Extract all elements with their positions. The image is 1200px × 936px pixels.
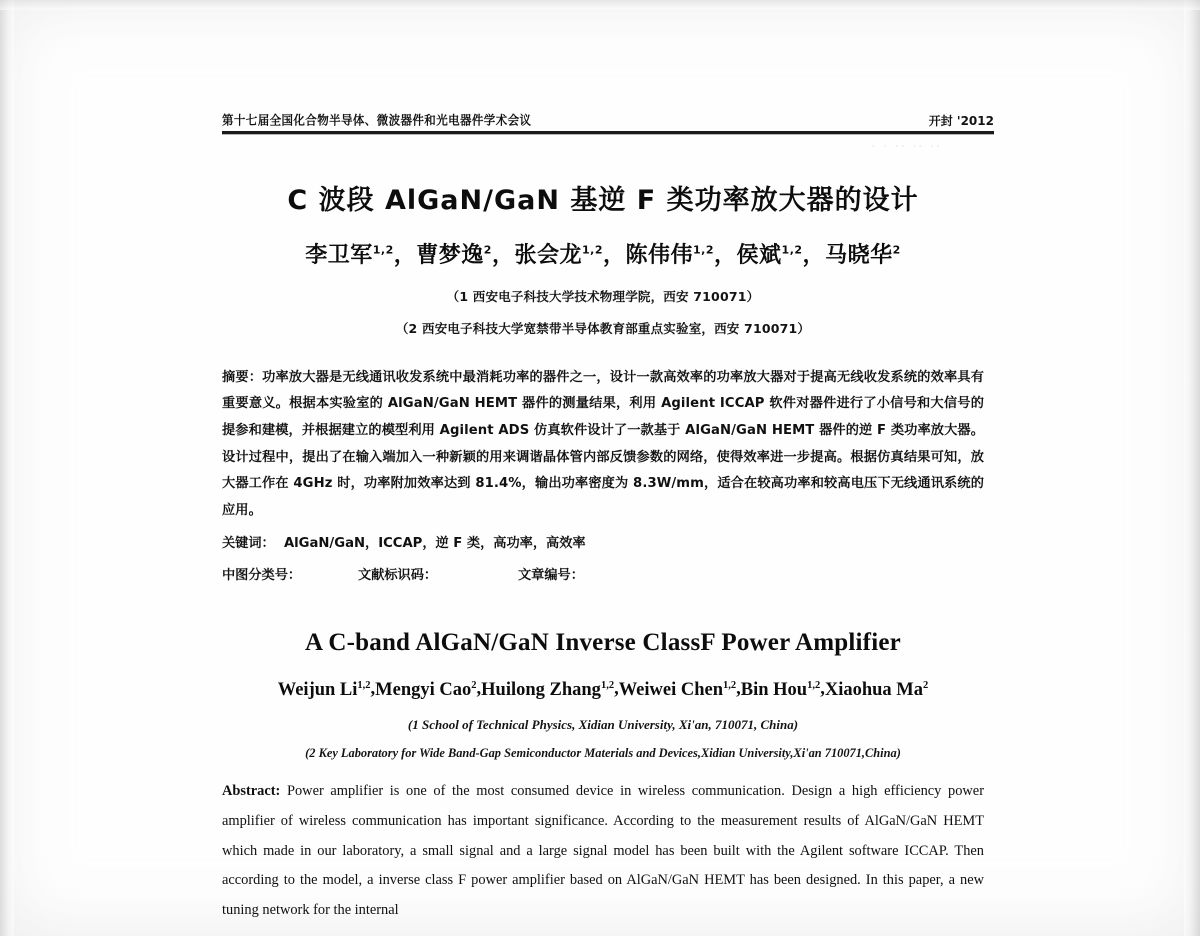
english-author-affil-marker: 2 <box>923 679 929 691</box>
chinese-author-name: 曹梦逸 <box>416 242 484 268</box>
english-author <box>825 680 928 700</box>
english-author-name: Mengyi Cao <box>375 679 472 700</box>
english-author-affil-marker: 2 <box>471 679 477 691</box>
english-author-list: Weijun Li$^{1,2}$,Mengyi Cao$^2$,Huilong Zhang$^{1,2}$,Weiwei Chen$^{1,2}$,Bin Hou$^{1,2}$,Xiaohua Ma$^2$ <box>277 679 929 700</box>
english-abstract-paragraph <box>222 777 984 927</box>
chinese-keywords-text: AlGaN/GaN，ICCAP，逆 F 类，高功率，高效率 <box>283 535 586 551</box>
chinese-author <box>737 243 803 268</box>
chinese-author-name: 张会龙 <box>514 242 582 268</box>
page-edge-right-shadow <box>1184 0 1200 936</box>
chinese-author-affil-marker: 1,2 <box>372 243 394 257</box>
english-author <box>375 680 476 700</box>
chinese-abstract-text: 功率放大器是无线通讯收发系统中最消耗功率的器件之一，设计一款高效率的功率放大器对于提高无线收发系统的效率具有重要意义。根据本实验室的 AlGaN/GaN HEMT 器件的测量结果，利用 Agilent ICCAP 软件对器件进行了小信号和大信号的提参和建模，并根据建立的模型利用 Agilent ADS 仿真软件设计了一款基于 AlGaN/GaN HEMT 器件的逆 F 类功率放大器。设计过程中，提出了在输入端加入一种新颖的用来调谐晶体管内部反馈参数的网络，使得效率进一步提高。根据仿真结果可知，放大器工作在 4GHz 时，功率附加效率达到 81.4%，输出功率密度为 8.3W/mm，适合在较高功率和较高电压下无线通讯系统的应用。 <box>222 369 984 518</box>
english-author-name: Weijun Li <box>277 679 358 700</box>
conference-name: 第十七届全国化合物半导体、微波器件和光电器件学术会议 <box>222 112 532 128</box>
article-number-label: 文章编号： <box>518 568 584 584</box>
chinese-author-affil-marker: 1,2 <box>693 243 715 257</box>
english-abstract-text: Power amplifier is one of the most consumed device in wireless communication. Design a high efficiency power amplifier of wireless communication has important significance. According to the measurement results of AlGaN/GaN HEMT which made in our laboratory, a small signal and a large signal model has been built with the Agilent software ICCAP. Then according to the model, a inverse class F power amplifier based on AlGaN/GaN HEMT has been designed. In this paper, a new tuning network for the internal <box>222 782 984 919</box>
english-title: A C-band AlGaN/GaN Inverse ClassF Power Amplifier <box>305 629 901 657</box>
chinese-author-name: 陈伟伟 <box>625 242 694 268</box>
page-edge-left-shadow <box>0 0 14 936</box>
english-author-affil-marker: 1,2 <box>357 679 371 691</box>
english-author-name: Weiwei Chen <box>618 679 724 700</box>
chinese-author-affil-marker: 1,2 <box>781 243 803 257</box>
document-body <box>222 0 984 926</box>
chinese-author <box>416 243 492 268</box>
english-affiliation-1: (1 School of Technical Physics, Xidian University, Xi'an, 710071, China) <box>407 716 799 732</box>
english-author-name: Huilong Zhang <box>481 679 601 700</box>
english-author-name: Xiaohua Ma <box>824 679 924 700</box>
chinese-affiliation-2: （2 西安电子科技大学宽禁带半导体教育部重点实验室，西安 710071） <box>395 320 811 336</box>
clc-number-label: 中图分类号： <box>222 568 302 584</box>
english-author-affil-marker: 1,2 <box>807 679 821 691</box>
english-author <box>741 680 820 700</box>
chinese-author-affil-marker: 2 <box>483 243 492 257</box>
english-author <box>278 680 371 700</box>
chinese-author <box>825 243 901 268</box>
conference-venue-year: 开封 '2012 <box>928 114 994 128</box>
chinese-author-affil-marker: 2 <box>892 243 901 257</box>
english-author <box>619 680 736 700</box>
chinese-author <box>305 243 394 268</box>
chinese-author-name: 李卫军 <box>305 242 373 268</box>
document-code-label: 文献标识码： <box>358 568 438 584</box>
chinese-author-name: 侯斌 <box>736 242 782 268</box>
chinese-title: C 波段 AlGaN/GaN 基逆 F 类功率放大器的设计 <box>287 185 919 216</box>
classification-row <box>222 563 984 589</box>
chinese-keywords-label: 关键词： <box>222 535 275 551</box>
english-author <box>481 680 614 700</box>
chinese-affiliation-1: （1 西安电子科技大学技术物理学院，西安 710071） <box>446 288 760 304</box>
chinese-author-name: 马晓华 <box>825 242 893 268</box>
chinese-author <box>514 243 603 268</box>
english-author-name: Bin Hou <box>740 679 808 700</box>
english-author-affil-marker: 1,2 <box>723 679 737 691</box>
chinese-abstract <box>222 365 984 525</box>
chinese-keywords <box>222 531 984 557</box>
english-abstract-label: Abstract: <box>222 782 281 799</box>
english-author-affil-marker: 1,2 <box>600 679 615 691</box>
english-abstract <box>222 777 984 927</box>
scan-artifact-text: · · ·· ·· ·· <box>872 142 943 152</box>
chinese-abstract-label: 摘要： <box>222 369 263 385</box>
chinese-author-list: 李卫军$^{1,2}$，曹梦逸$^2$，张会龙$^{1,2}$，陈伟伟$^{1,2}$，侯斌$^{1,2}$，马晓华$^2$ <box>305 242 901 268</box>
english-affiliation-2: (2 Key Laboratory for Wide Band-Gap Semiconductor Materials and Devices,Xidian University,Xi'an 710071,China) <box>305 745 901 760</box>
chinese-author <box>626 243 715 268</box>
chinese-author-affil-marker: 1,2 <box>581 243 603 257</box>
